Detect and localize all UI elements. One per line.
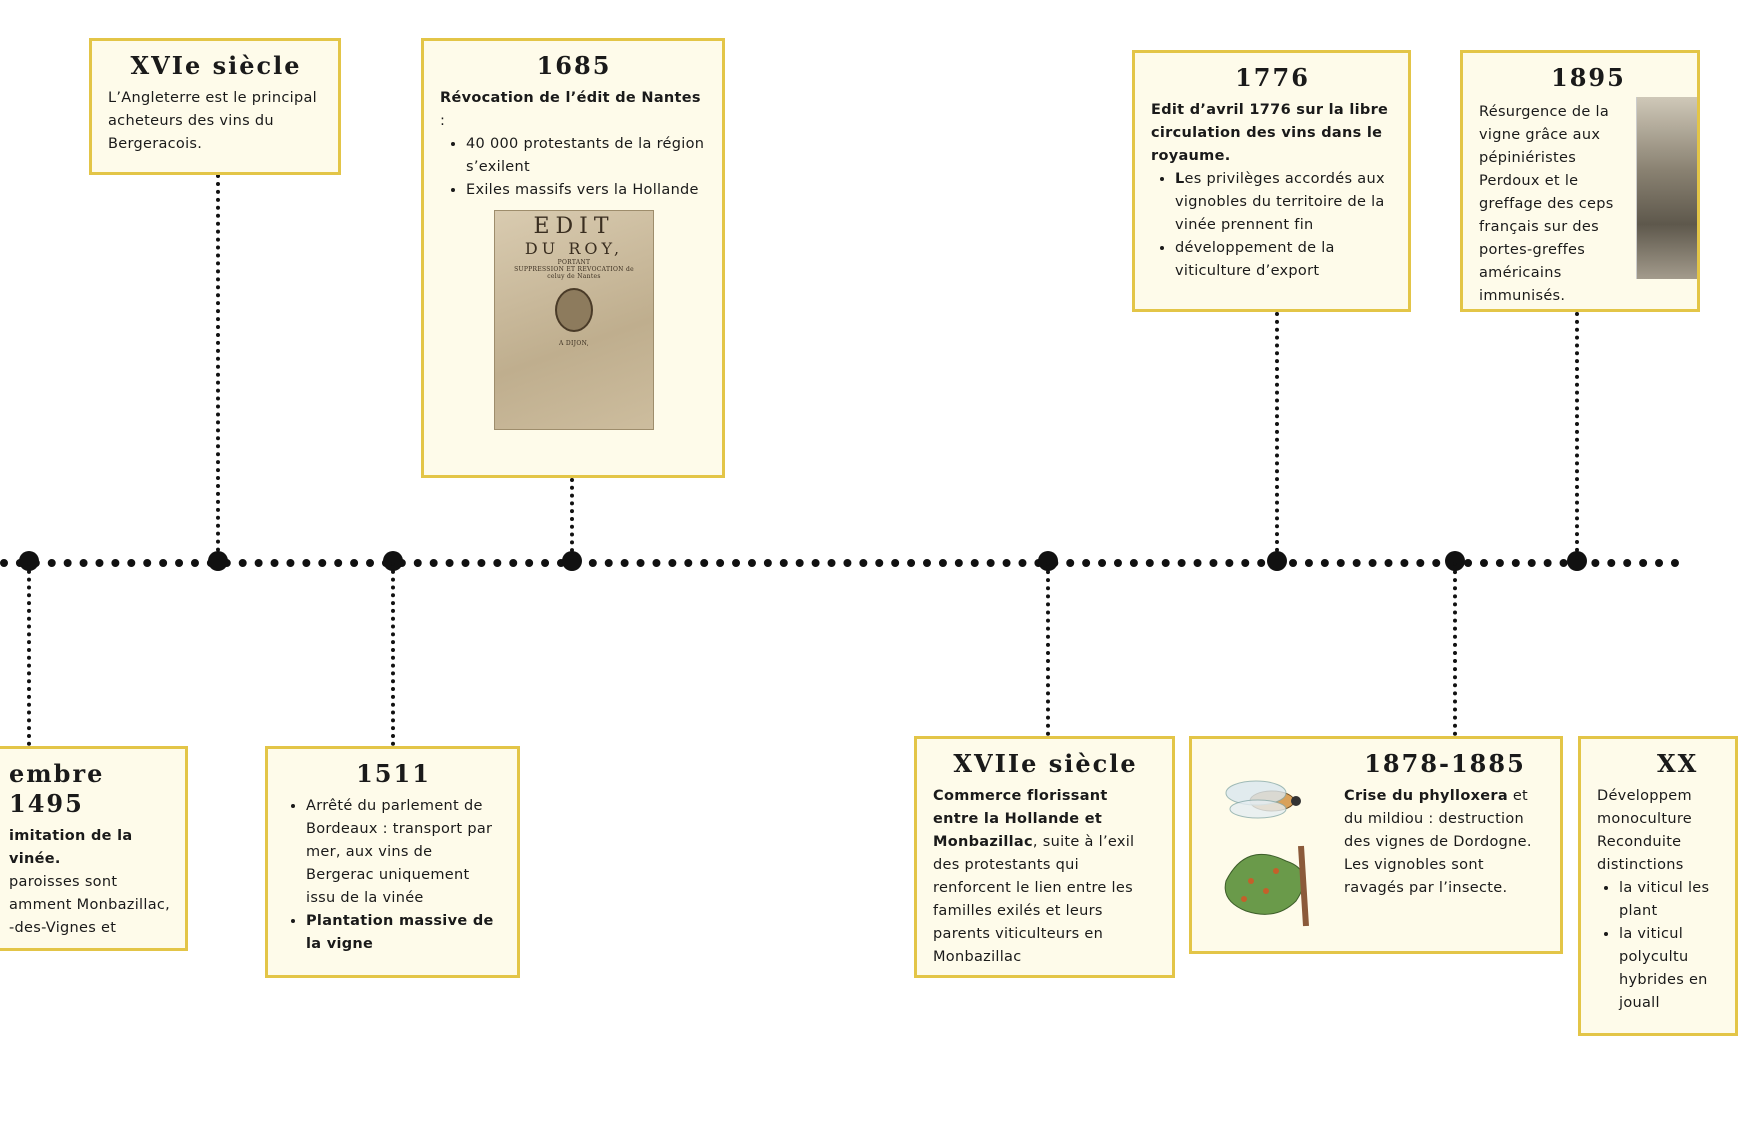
card-bullets	[284, 795, 503, 956]
edict-title-line: DU ROY,	[524, 239, 624, 258]
connector-1511	[391, 562, 395, 746]
bullet-text: es privilèges accordés aux vignobles du territoire de la vinée prennent fin	[1175, 171, 1385, 233]
card-title: XVIIe siècle	[953, 749, 1138, 778]
list-item: • la viticul polycultu hybrides en jouall	[1619, 923, 1721, 1015]
list-item: • la viticul les plant	[1619, 877, 1721, 923]
connector-1776	[1275, 312, 1279, 560]
list-item: • Plantation massive de la vigne	[306, 910, 503, 956]
card-heading: Crise du phylloxera	[1344, 788, 1508, 804]
edict-title-line: EDIT	[533, 214, 615, 239]
card-title: 1685	[536, 51, 612, 80]
card-heading: Révocation de l’édit de Nantes	[440, 90, 701, 106]
card-1878-1885	[1189, 736, 1563, 954]
card-title: 1776	[1235, 63, 1310, 92]
list-item: • développement de la viticulture d’export	[1175, 237, 1394, 283]
edict-small-line: SUPPRESSION ET REVOCATION de celuy de Nantes	[514, 266, 634, 280]
card-title: embre 1495	[9, 759, 105, 818]
card-title: 1878-1885	[1364, 749, 1526, 778]
card-text: Résurgence de la vigne grâce aux pépiniéristes Perdoux et le greffage des ceps français sur des portes-greffes américains immunisés.	[1479, 104, 1614, 304]
edict-document-image	[494, 210, 654, 430]
card-bullets	[1597, 877, 1721, 1015]
card-title: 1511	[356, 759, 431, 788]
card-1895	[1460, 50, 1700, 312]
connector-1685	[570, 478, 574, 560]
card-1511	[265, 746, 520, 978]
card-xx-siecle	[1578, 736, 1738, 1036]
seal-icon	[555, 288, 593, 332]
card-title: XX	[1657, 749, 1699, 778]
phylloxera-illustration	[1206, 771, 1324, 931]
card-xvie-siecle	[89, 38, 341, 175]
connector-1495	[27, 562, 31, 746]
card-text: Développem monoculture Reconduite distinctions	[1597, 788, 1692, 873]
card-1495	[0, 746, 188, 951]
timeline-line	[0, 559, 1680, 567]
edict-small-line: A DIJON,	[559, 340, 589, 347]
card-heading: imitation de la vinée.	[9, 828, 133, 867]
card-title: XVIe siècle	[130, 51, 302, 80]
bullet-initial: L	[1175, 171, 1185, 187]
card-text: , suite à l’exil des protestants qui renforcent le lien entre les familles exilés et leurs parents viticulteurs en Monbazillac	[933, 834, 1135, 965]
edict-small-line: PORTANT	[557, 259, 591, 266]
card-heading: Commerce florissant entre la Hollande et Monbazillac	[933, 788, 1108, 850]
list-item: • 40 000 protestants de la région s’exilent	[466, 133, 708, 179]
list-item	[1175, 168, 1394, 237]
connector-xvie	[216, 174, 220, 560]
card-title: 1895	[1551, 63, 1626, 92]
list-item: • Arrêté du parlement de Bordeaux : transport par mer, aux vins de Bergerac uniquement issu de la vinée	[306, 795, 503, 910]
card-text: paroisses sont amment Monbazillac, -des-Vignes et	[9, 874, 171, 936]
card-1776	[1132, 50, 1411, 312]
connector-1878	[1453, 562, 1457, 736]
card-heading-suffix: :	[440, 113, 446, 129]
card-heading: Edit d’avril 1776 sur la libre circulation des vins dans le royaume.	[1151, 102, 1389, 164]
connector-1895	[1575, 312, 1579, 560]
card-text: et du mildiou : destruction des vignes de Dordogne. Les vignobles sont ravagés par l’insecte.	[1344, 788, 1532, 896]
card-bullets	[440, 133, 708, 202]
card-bullets	[1151, 168, 1394, 283]
card-xviie-siecle	[914, 736, 1175, 978]
vineyard-photo	[1636, 97, 1697, 279]
card-text: L’Angleterre est le principal acheteurs des vins du Bergeracois.	[108, 90, 317, 152]
list-item: • Exiles massifs vers la Hollande	[466, 179, 708, 202]
card-1685	[421, 38, 725, 478]
connector-xviie	[1046, 562, 1050, 736]
